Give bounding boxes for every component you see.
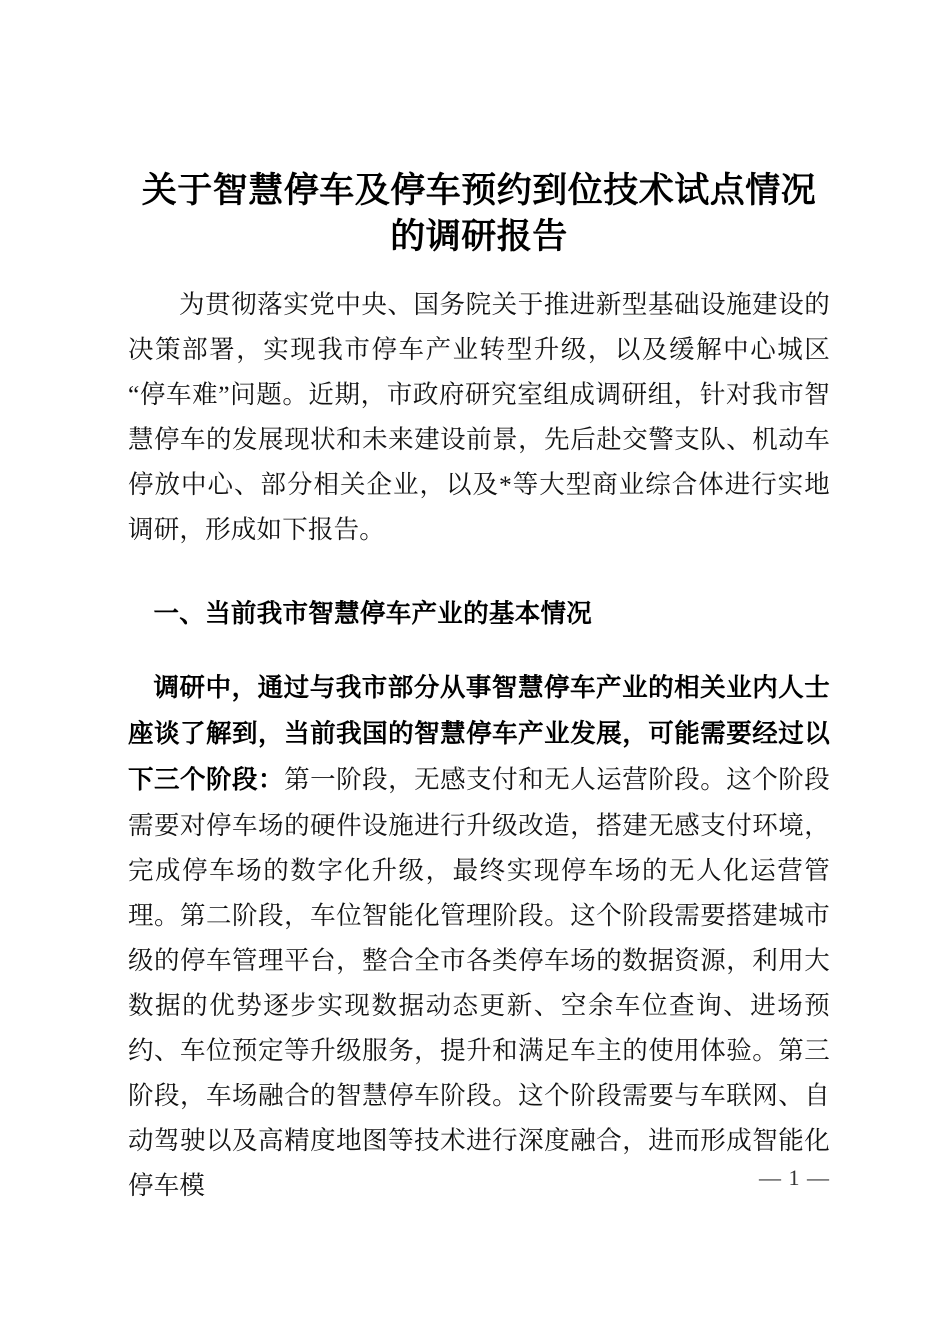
- section-heading-1: 一、当前我市智慧停车产业的基本情况: [153, 600, 593, 628]
- section-1-paragraph-emphasis: 调研中，通过与我市部分从事智慧停车产业的相关业内人士座谈了解到，当前我国的智慧停车产业发展，可能需要经过以下三个阶段：: [128, 674, 830, 794]
- page-number-footer: [128, 1165, 830, 1191]
- page-number: — 1 —: [759, 1165, 830, 1190]
- lead-paragraph: 为贯彻落实党中央、国务院关于推进新型基础设施建设的决策部署，实现我市停车产业转型升级，以及缓解中心城区“停车难”问题。近期，市政府研究室组成调研组，针对我市智慧停车的发展现状和未来建设前景，先后赴交警支队、机动车停放中心、部分相关企业，以及*等大型商业综合体进行实地调研，形成如下报告。: [128, 290, 830, 544]
- page-content-column: [128, 0, 830, 1208]
- section-1-paragraph: [128, 637, 830, 1208]
- page-title: 关于智慧停车及停车预约到位技术试点情况的调研报告: [141, 171, 817, 256]
- section-1-paragraph-body: 第一阶段，无感支付和无人运营阶段。这个阶段需要对停车场的硬件设施进行升级改造，搭建无感支付环境，完成停车场的数字化升级，最终实现停车场的无人化运营管理。第二阶段，车位智能化管理阶段。这个阶段需要搭建城市级的停车管理平台，整合全市各类停车场的数据资源，利用大数据的优势逐步实现数据动态更新、空余车位查询、进场预约、车位预定等升级服务，提升和满足车主的使用体验。第三阶段，车场融合的智慧停车阶段。这个阶段需要与车联网、自动驾驶以及高精度地图等技术进行深度融合，进而形成智能化停车模: [128, 765, 831, 1200]
